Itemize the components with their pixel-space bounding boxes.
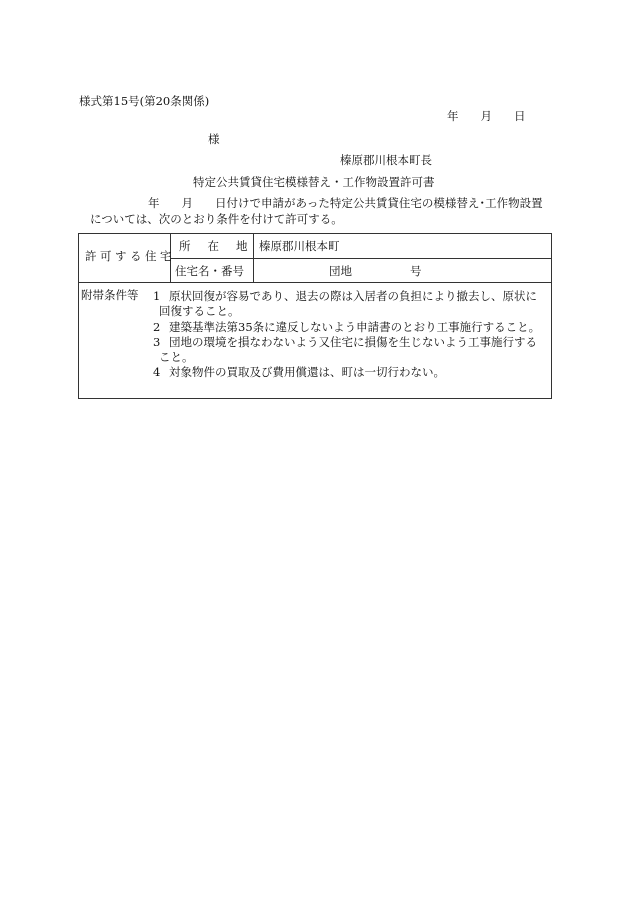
body-line-2: については、次のとおり条件を付けて許可する。 xyxy=(90,212,343,226)
condition-number: 4 xyxy=(153,365,161,379)
row-divider xyxy=(79,282,551,283)
condition-number: 1 xyxy=(153,289,161,303)
condition-number: 3 xyxy=(153,335,161,349)
issuer: 榛原郡川根本町長 xyxy=(340,153,432,167)
condition-item xyxy=(153,335,537,351)
housing-label: 許可する住宅 xyxy=(85,249,175,263)
condition-text: 対象物件の買取及び費用償還は、町は一切行わない。 xyxy=(169,365,445,379)
housing-name-value xyxy=(329,266,422,278)
housing-name-label: 住宅名・番号 xyxy=(175,264,244,278)
body-month: 月 xyxy=(181,196,193,210)
form-number: 様式第15号(第20条関係) xyxy=(79,94,210,108)
body-year: 年 xyxy=(148,196,160,210)
location-value: 榛原郡川根本町 xyxy=(259,239,340,253)
date-year: 年 xyxy=(447,109,459,123)
column-divider xyxy=(253,234,254,282)
body-line1-rest: 日付けで申請があった特定公共賃貸住宅の模様替え･工作物設置 xyxy=(215,196,543,210)
condition-item xyxy=(153,365,445,381)
condition-text: 原状回復が容易であり、退去の際は入居者の負担により撤去し、原状に xyxy=(169,289,537,303)
permit-table xyxy=(78,233,552,399)
condition-continuation: こと。 xyxy=(159,350,194,364)
date-month: 月 xyxy=(480,109,492,123)
document-title: 特定公共賃貸住宅模様替え・工作物設置許可書 xyxy=(193,175,435,189)
location-label-char: 在 xyxy=(207,239,219,253)
condition-item xyxy=(153,289,537,305)
row-divider xyxy=(170,258,551,259)
body-line-1 xyxy=(148,198,543,210)
number-suffix: 号 xyxy=(410,264,422,278)
date-day: 日 xyxy=(514,109,526,123)
danchi-text: 団地 xyxy=(329,264,352,278)
conditions-label: 附帯条件等 xyxy=(81,288,139,302)
condition-text: 団地の環境を損なわないよう又住宅に損傷を生じないよう工事施行する xyxy=(169,335,537,349)
location-label-char: 所 xyxy=(179,239,191,253)
date-line xyxy=(447,111,526,123)
recipient-suffix: 様 xyxy=(208,132,220,146)
condition-item xyxy=(153,320,540,336)
condition-number: 2 xyxy=(153,320,161,334)
location-label xyxy=(179,241,248,253)
condition-continuation: 回復すること。 xyxy=(159,304,240,318)
condition-text: 建築基準法第35条に違反しないよう申請書のとおり工事施行すること。 xyxy=(169,320,541,334)
location-label-char: 地 xyxy=(236,239,248,253)
